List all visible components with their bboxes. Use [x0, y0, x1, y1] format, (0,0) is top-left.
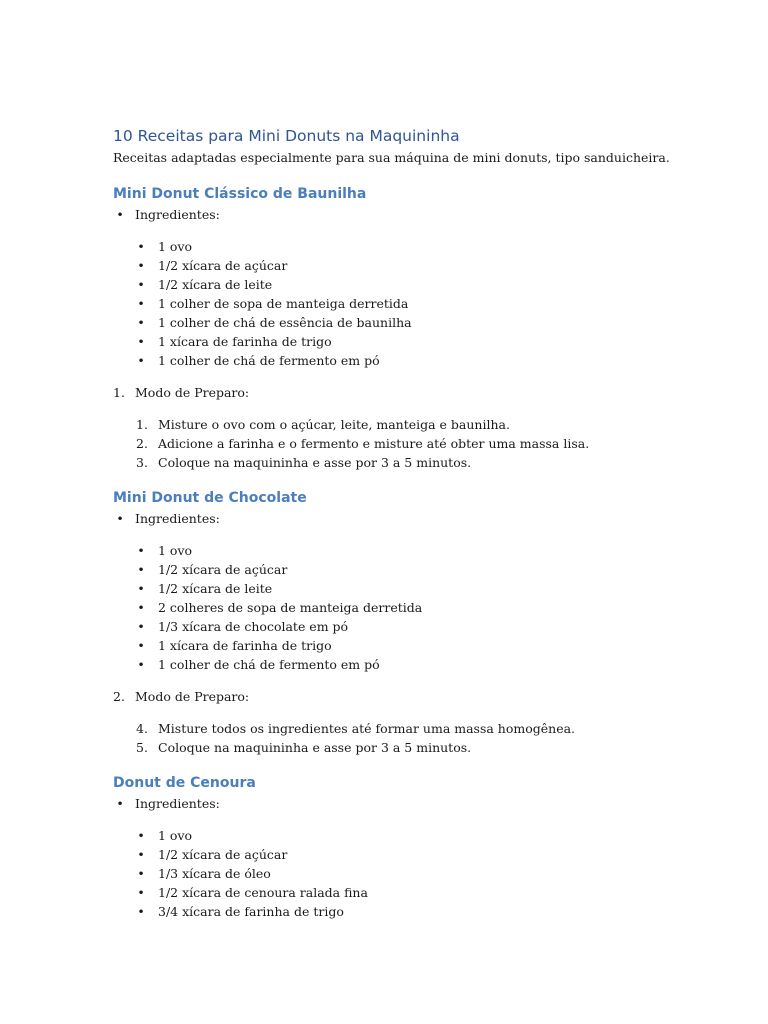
ingredient-item: • 1 colher de chá de essência de baunilha [113, 313, 673, 332]
document-subtitle: Receitas adaptadas especialmente para sua máquina de mini donuts, tipo sanduicheira. [113, 150, 670, 165]
ingredient-item: • 1 ovo [113, 237, 673, 256]
ingredient-item: • 1 ovo [113, 541, 673, 560]
step-item: 5. Coloque na maquininha e asse por 3 a 5 minutos. [136, 740, 472, 755]
recipe-section [113, 487, 673, 757]
bullet-icon: • [137, 600, 145, 615]
document-title: 10 Receitas para Mini Donuts na Maquininha [113, 127, 460, 145]
bullet-icon: • [116, 796, 124, 811]
list-number: 2. [113, 689, 125, 704]
ingredient-item: • 3/4 xícara de farinha de trigo [113, 902, 673, 921]
bullet-icon: • [137, 543, 145, 558]
recipe-title: Donut de Cenoura [113, 775, 256, 791]
ingredient-item: • 1/3 xícara de óleo [113, 864, 673, 883]
bullet-icon: • [137, 239, 145, 254]
bullet-icon: • [137, 847, 145, 862]
step-item: 4. Misture todos os ingredientes até formar uma massa homogênea. [136, 721, 576, 736]
bullet-icon: • [137, 315, 145, 330]
step-list [113, 719, 673, 757]
bullet-icon: • [116, 511, 124, 526]
ingredient-item: • 1 colher de sopa de manteiga derretida [113, 294, 673, 313]
bullet-icon: • [137, 657, 145, 672]
bullet-icon: • [137, 334, 145, 349]
ingredient-item: • 1 colher de chá de fermento em pó [113, 655, 673, 674]
bullet-icon: • [137, 638, 145, 653]
step-item: 3. Coloque na maquininha e asse por 3 a 5 minutos. [136, 455, 472, 470]
step-number: 2. [136, 436, 148, 451]
bullet-icon: • [137, 866, 145, 881]
bullet-icon: • [137, 296, 145, 311]
bullet-icon: • [137, 258, 145, 273]
recipe-title: Mini Donut Clássico de Baunilha [113, 186, 367, 202]
bullet-icon: • [137, 619, 145, 634]
preparation-heading [113, 687, 673, 706]
ingredient-item: • 1/2 xícara de leite [113, 275, 673, 294]
ingredient-list [113, 237, 673, 370]
bullet-icon: • [137, 828, 145, 843]
ingredient-item: • 1/2 xícara de açúcar [113, 256, 673, 275]
bullet-icon: • [137, 353, 145, 368]
ingredient-item: • 1/2 xícara de leite [113, 579, 673, 598]
ingredient-item: • 1/2 xícara de açúcar [113, 845, 673, 864]
step-number: 4. [136, 721, 148, 736]
ingredients-label: Ingredientes: [135, 511, 220, 526]
step-item: 1. Misture o ovo com o açúcar, leite, manteiga e baunilha. [136, 417, 510, 432]
ingredients-heading [113, 794, 673, 813]
bullet-icon: • [137, 277, 145, 292]
step-number: 1. [136, 417, 148, 432]
ingredient-item: • 1 xícara de farinha de trigo [113, 332, 673, 351]
document-body [113, 124, 673, 921]
preparation-label: Modo de Preparo: [135, 689, 250, 704]
bullet-icon: • [116, 207, 124, 222]
ingredients-label: Ingredientes: [135, 796, 220, 811]
ingredient-item: • 1 xícara de farinha de trigo [113, 636, 673, 655]
recipe-section [113, 772, 673, 921]
preparation-heading [113, 383, 673, 402]
ingredient-item: • 1 colher de chá de fermento em pó [113, 351, 673, 370]
bullet-icon: • [137, 581, 145, 596]
ingredients-heading [113, 205, 673, 224]
step-list [113, 415, 673, 472]
list-number: 1. [113, 385, 125, 400]
ingredients-heading [113, 509, 673, 528]
ingredients-label: Ingredientes: [135, 207, 220, 222]
ingredient-item: • 1/2 xícara de açúcar [113, 560, 673, 579]
ingredient-item: • 1 ovo [113, 826, 673, 845]
recipe-title: Mini Donut de Chocolate [113, 490, 307, 506]
ingredient-list [113, 826, 673, 921]
ingredient-item: • 1/2 xícara de cenoura ralada fina [113, 883, 673, 902]
step-number: 5. [136, 740, 148, 755]
bullet-icon: • [137, 885, 145, 900]
ingredient-item: • 1/3 xícara de chocolate em pó [113, 617, 673, 636]
recipe-section [113, 183, 673, 472]
ingredient-item: • 2 colheres de sopa de manteiga derretida [113, 598, 673, 617]
step-number: 3. [136, 455, 148, 470]
preparation-label: Modo de Preparo: [135, 385, 250, 400]
step-item: 2. Adicione a farinha e o fermento e misture até obter uma massa lisa. [136, 436, 590, 451]
bullet-icon: • [137, 562, 145, 577]
ingredient-list [113, 541, 673, 674]
bullet-icon: • [137, 904, 145, 919]
